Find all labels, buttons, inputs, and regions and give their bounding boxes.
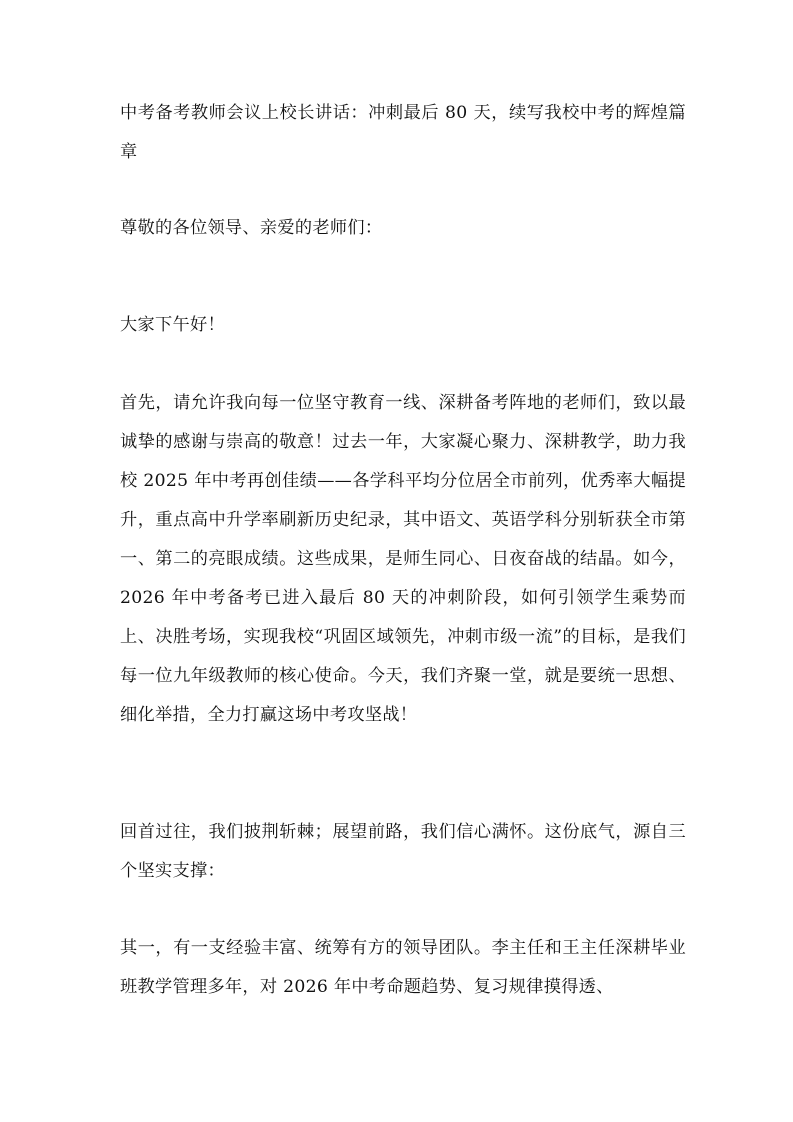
salutation: 尊敬的各位领导、亲爱的老师们： [120, 218, 383, 238]
document-title: 中考备考教师会议上校长讲话：冲刺最后 80 天，续写我校中考的辉煌篇章 [120, 103, 686, 162]
paragraph-1: 首先，请允许我向每一位坚守教育一线、深耕备考阵地的老师们，致以最诚挚的感谢与崇高的敬意！过去一年，大家凝心聚力、深耕教学，助力我校 2025 年中考再创佳绩——各学科平均分位居全市前列，优秀率大幅提升，重点高中升学率刷新历史纪录，其中语文、英语学科分别斩获全市第一、第二的亮眼成绩。这些成果，是师生同心、日夜奋战的结晶。如今，2026 年中考备考已进入最后 80 天的冲刺阶段，如何引领学生乘势而上、决胜考场，实现我校“巩固区域领先，冲刺市级一流”的目标，是我们每一位九年级教师的核心使命。今天，我们齐聚一堂，就是要统一思想、细化举措，全力打赢这场中考攻坚战！ [120, 393, 686, 725]
paragraph-2: 回首过往，我们披荆斩棘；展望前路，我们信心满怀。这份底气，源自三个坚实支撑： [120, 822, 686, 881]
paragraph-3: 其一，有一支经验丰富、统筹有方的领导团队。李主任和王主任深耕毕业班教学管理多年，对 2026 年中考命题趋势、复习规律摸得透、 [120, 938, 686, 997]
greeting: 大家下午好！ [120, 315, 225, 335]
